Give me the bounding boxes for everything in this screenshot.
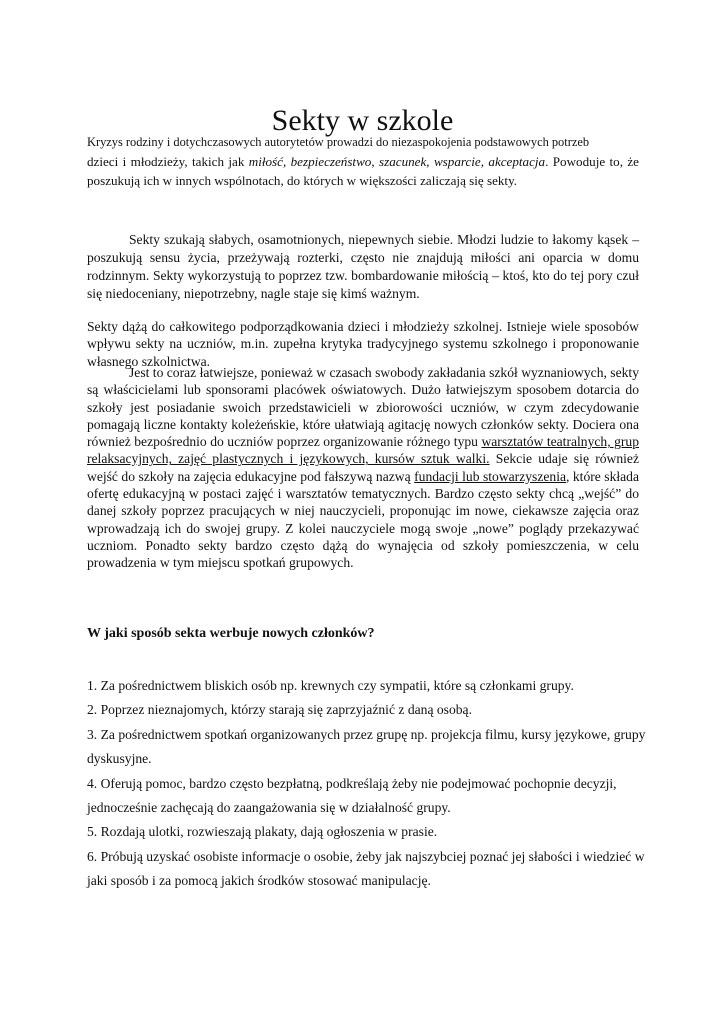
list-item: 5. Rozdają ulotki, rozwieszają plakaty, dają ogłoszenia w prasie. [87, 824, 438, 840]
paragraph-subordination: Sekty dążą do całkowitego podporządkowania dzieci i młodzieży szkolnej. Istnieje wiele sposobów wpływu sekty na uczniów, m.in. zupełna krytyka tradycyjnego systemu szkolnego i proponowanie własnego szkolnictwa. [87, 319, 639, 369]
paragraph-sects-seek: Sekty szukają słabych, osamotnionych, niepewnych siebie. Młodzi ludzie to łakomy kąsek – poszukują sensu życia, przeżywają rozterki, często nie znajdują miłości ani oparcia w domu rodzinnym. Sekty wykorzystują to poprzez tzw. bombardowanie miłością – ktoś, kto do tej pory czuł się niedoceniany, niepotrzebny, nagle staje się kimś ważnym. [87, 232, 639, 301]
paragraph-intro-text-b: . Powoduje to, że poszukują ich w innych wspólnotach, do których w większości zaliczają się sekty. [87, 154, 639, 188]
paragraph-school-access-text-b: Sekcie udaje się również wejść do szkoły na zajęcia edukacyjne pod fałszywą nazwą [87, 451, 639, 484]
paragraph-intro-line1: Kryzys rodziny i dotychczasowych autorytetów prowadzi do niezaspokojenia podstawowych potrzeb [87, 135, 590, 149]
underlined-workshops: warsztatów teatralnych, grup relaksacyjnych, zajęć plastycznych i językowych, kursów sztuk walki. [87, 434, 640, 467]
paragraph-school-access [87, 364, 639, 572]
paragraph-school-access-text-a: Jest to coraz łatwiejsze, ponieważ w czasach swobody zakładania szkół wyznaniowych, sekty są właścicielami lub sponsorami placówek oświatowych. Dużo łatwiejszym sposobem dotarcia do szkoły jest posiadanie swoich przedstawicieli w zbiorowości uczniów, w czym zdecydowanie pomagają liczne kontakty koleżeńskie, które ułatwiają agitację nowych członków sekty. Dociera ona również bezpośrednio do uczniów poprzez organizowanie różnego typu [87, 365, 639, 450]
list-item: 3. Za pośrednictwem spotkań organizowanych przez grupę np. projekcja filmu, kursy językowe, grupy dyskusyjne. [87, 726, 646, 767]
list-item: 4. Oferują pomoc, bardzo często bezpłatną, podkreślają żeby nie podejmować pochopnie decyzji, jednocześnie zachęcają do zaangażowania się w działalność grupy. [87, 775, 617, 816]
paragraph-intro-emphasis: miłość, bezpieczeństwo, szacunek, wsparcie, akceptacja [248, 154, 546, 169]
list-item: 6. Próbują uzyskać osobiste informacje o osobie, żeby jak najszybciej poznać jej słabości i wiedzieć w jaki sposób i za pomocą jakich środków stosować manipulację. [87, 848, 645, 889]
paragraph-school-access-text-c: , które składa ofertę edukacyjną w postaci zajęć i warsztatów tematycznych. Bardzo często sekty chcą „wejść” do danej szkoły poprzez pracujących w niej nauczycieli, proponując im nowe, ciekawsze zajęcia oraz wprowadzają ich do swojej grupy. Z kolei nauczyciele mogą swoje „nowe” poglądy przekazywać uczniom. Ponadto sekty bardzo często dążą do wynajęcia od szkoły pomieszczenia, w celu prowadzenia w tym miejscu spotkań grupowych. [87, 468, 640, 571]
list-item: 2. Poprzez nieznajomych, którzy starają się zaprzyjaźnić z daną osobą. [87, 702, 472, 718]
recruitment-list [87, 674, 647, 894]
paragraph-intro-text-a: dzieci i młodzieży, takich jak [87, 154, 249, 169]
list-item: 1. Za pośrednictwem bliskich osób np. krewnych czy sympatii, które są członkami grupy. [87, 678, 574, 693]
page-title: Sekty w szkole [271, 104, 454, 138]
underlined-foundation: fundacji lub stowarzyszenia [414, 468, 567, 484]
section-heading: W jaki sposób sekta werbuje nowych członków? [87, 626, 375, 641]
paragraph-intro [87, 133, 639, 190]
